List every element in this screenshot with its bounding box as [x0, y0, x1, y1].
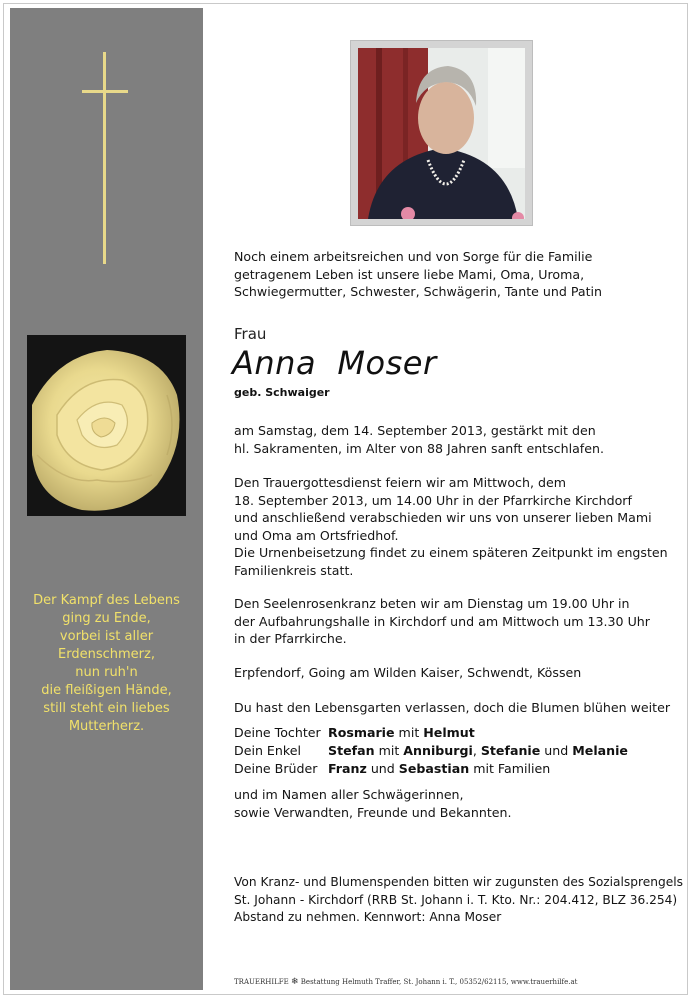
service-line: 18. September 2013, um 14.00 Uhr in der Pfarrkirche Kirchdorf — [234, 492, 632, 508]
poem-line: ging zu Ende, — [62, 611, 151, 626]
family-conj: und — [366, 761, 399, 776]
family-member: Stefan — [328, 743, 375, 758]
closing-line: sowie Verwandten, Freunde und Bekannten. — [234, 804, 512, 820]
family-label: Deine Brüder — [234, 761, 318, 776]
footer-text: Bestattung Helmuth Traffer, St. Johann i. T., 05352/62115, www.trauerhilfe.at — [300, 978, 578, 986]
poem-line: nun ruh'n — [75, 665, 138, 680]
trauerhilfe-logo-icon: ❄ — [291, 977, 299, 987]
family-member: Sebastian — [398, 761, 470, 776]
family-conj: , — [472, 743, 481, 758]
donation-line: St. Johann - Kirchdorf (RRB St. Johann i. T. Kto. Nr.: 204.412, BLZ 36.254) — [234, 892, 678, 907]
poem-line: vorbei ist aller — [59, 629, 154, 644]
service-line: und Oma am Ortsfriedhof. — [234, 527, 399, 543]
rosary-line: Den Seelenrosenkranz beten wir am Dienstag um 19.00 Uhr in — [234, 596, 630, 611]
cross-icon-bar — [82, 90, 128, 93]
poem — [14, 592, 199, 736]
poem-line: Der Kampf des Lebens — [33, 593, 180, 608]
service-line: Den Trauergottesdienst feiern wir am Mittwoch, dem — [234, 475, 566, 490]
footer-brand: TRAUERHILFE — [234, 978, 289, 986]
intro-text — [234, 248, 602, 301]
death-line: am Samstag, dem 14. September 2013, gestärkt mit den — [234, 423, 596, 438]
service-line: Familienkreis statt. — [234, 562, 354, 578]
closing — [234, 786, 512, 821]
poem-line: Erdenschmerz, — [58, 647, 155, 662]
family-grandson — [234, 742, 628, 760]
poem-line: Mutterherz. — [68, 719, 145, 734]
closing-line: und im Namen aller Schwägerinnen, — [234, 787, 464, 802]
birth-name: geb. Schwaiger — [234, 386, 330, 399]
footer — [234, 977, 578, 987]
family-conj: mit Familien — [469, 761, 551, 776]
family-member: Melanie — [572, 743, 628, 758]
rosary-notice — [234, 595, 650, 648]
intro-line: getragenem Leben ist unsere liebe Mami, Oma, Uroma, — [234, 266, 585, 282]
family-label: Deine Tochter — [234, 725, 321, 740]
donations — [234, 874, 683, 927]
family-member: Franz — [328, 761, 367, 776]
intro-line: Schwiegermutter, Schwester, Schwägerin, Tante und Patin — [234, 284, 603, 300]
family-daughter — [234, 724, 475, 742]
salutation: Frau — [234, 325, 267, 343]
family-conj: mit — [374, 743, 404, 758]
service-line: und anschließend verabschieden wir uns von unserer lieben Mami — [234, 510, 652, 526]
places: Erpfendorf, Going am Wilden Kaiser, Schwendt, Kössen — [234, 665, 582, 680]
death-line: hl. Sakramenten, im Alter von 88 Jahren sanft entschlafen. — [234, 440, 604, 456]
service-notice — [234, 474, 668, 580]
family-conj: und — [540, 743, 573, 758]
cross-icon — [103, 52, 106, 264]
family-label: Dein Enkel — [234, 743, 301, 758]
death-notice — [234, 422, 604, 457]
poem-line: still steht ein liebes — [43, 701, 170, 716]
service-line: Die Urnenbeisetzung findet zu einem späteren Zeitpunkt im engsten — [234, 545, 668, 561]
intro-line: Noch einem arbeitsreichen und von Sorge für die Familie — [234, 249, 593, 264]
portrait-photo — [358, 48, 525, 219]
family-member: Rosmarie — [328, 725, 395, 740]
poem-line: die fleißigen Hände, — [41, 683, 172, 698]
portrait-frame — [350, 40, 533, 226]
quote: Du hast den Lebensgarten verlassen, doch die Blumen blühen weiter — [234, 700, 671, 715]
family-conj: mit — [394, 725, 424, 740]
family-member: Stefanie — [480, 743, 541, 758]
family-member: Anniburgi — [403, 743, 473, 758]
family-member: Helmut — [423, 725, 475, 740]
rose-image — [27, 335, 186, 516]
donation-line: Von Kranz- und Blumenspenden bitten wir zugunsten des Sozialsprengels — [234, 875, 683, 889]
rosary-line: in der Pfarrkirche. — [234, 631, 347, 647]
rosary-line: der Aufbahrungshalle in Kirchdorf und am Mittwoch um 13.30 Uhr — [234, 613, 650, 629]
family-brothers — [234, 760, 550, 778]
donation-line: Abstand zu nehmen. Kennwort: Anna Moser — [234, 910, 502, 925]
deceased-name: Anna Moser — [232, 344, 437, 382]
